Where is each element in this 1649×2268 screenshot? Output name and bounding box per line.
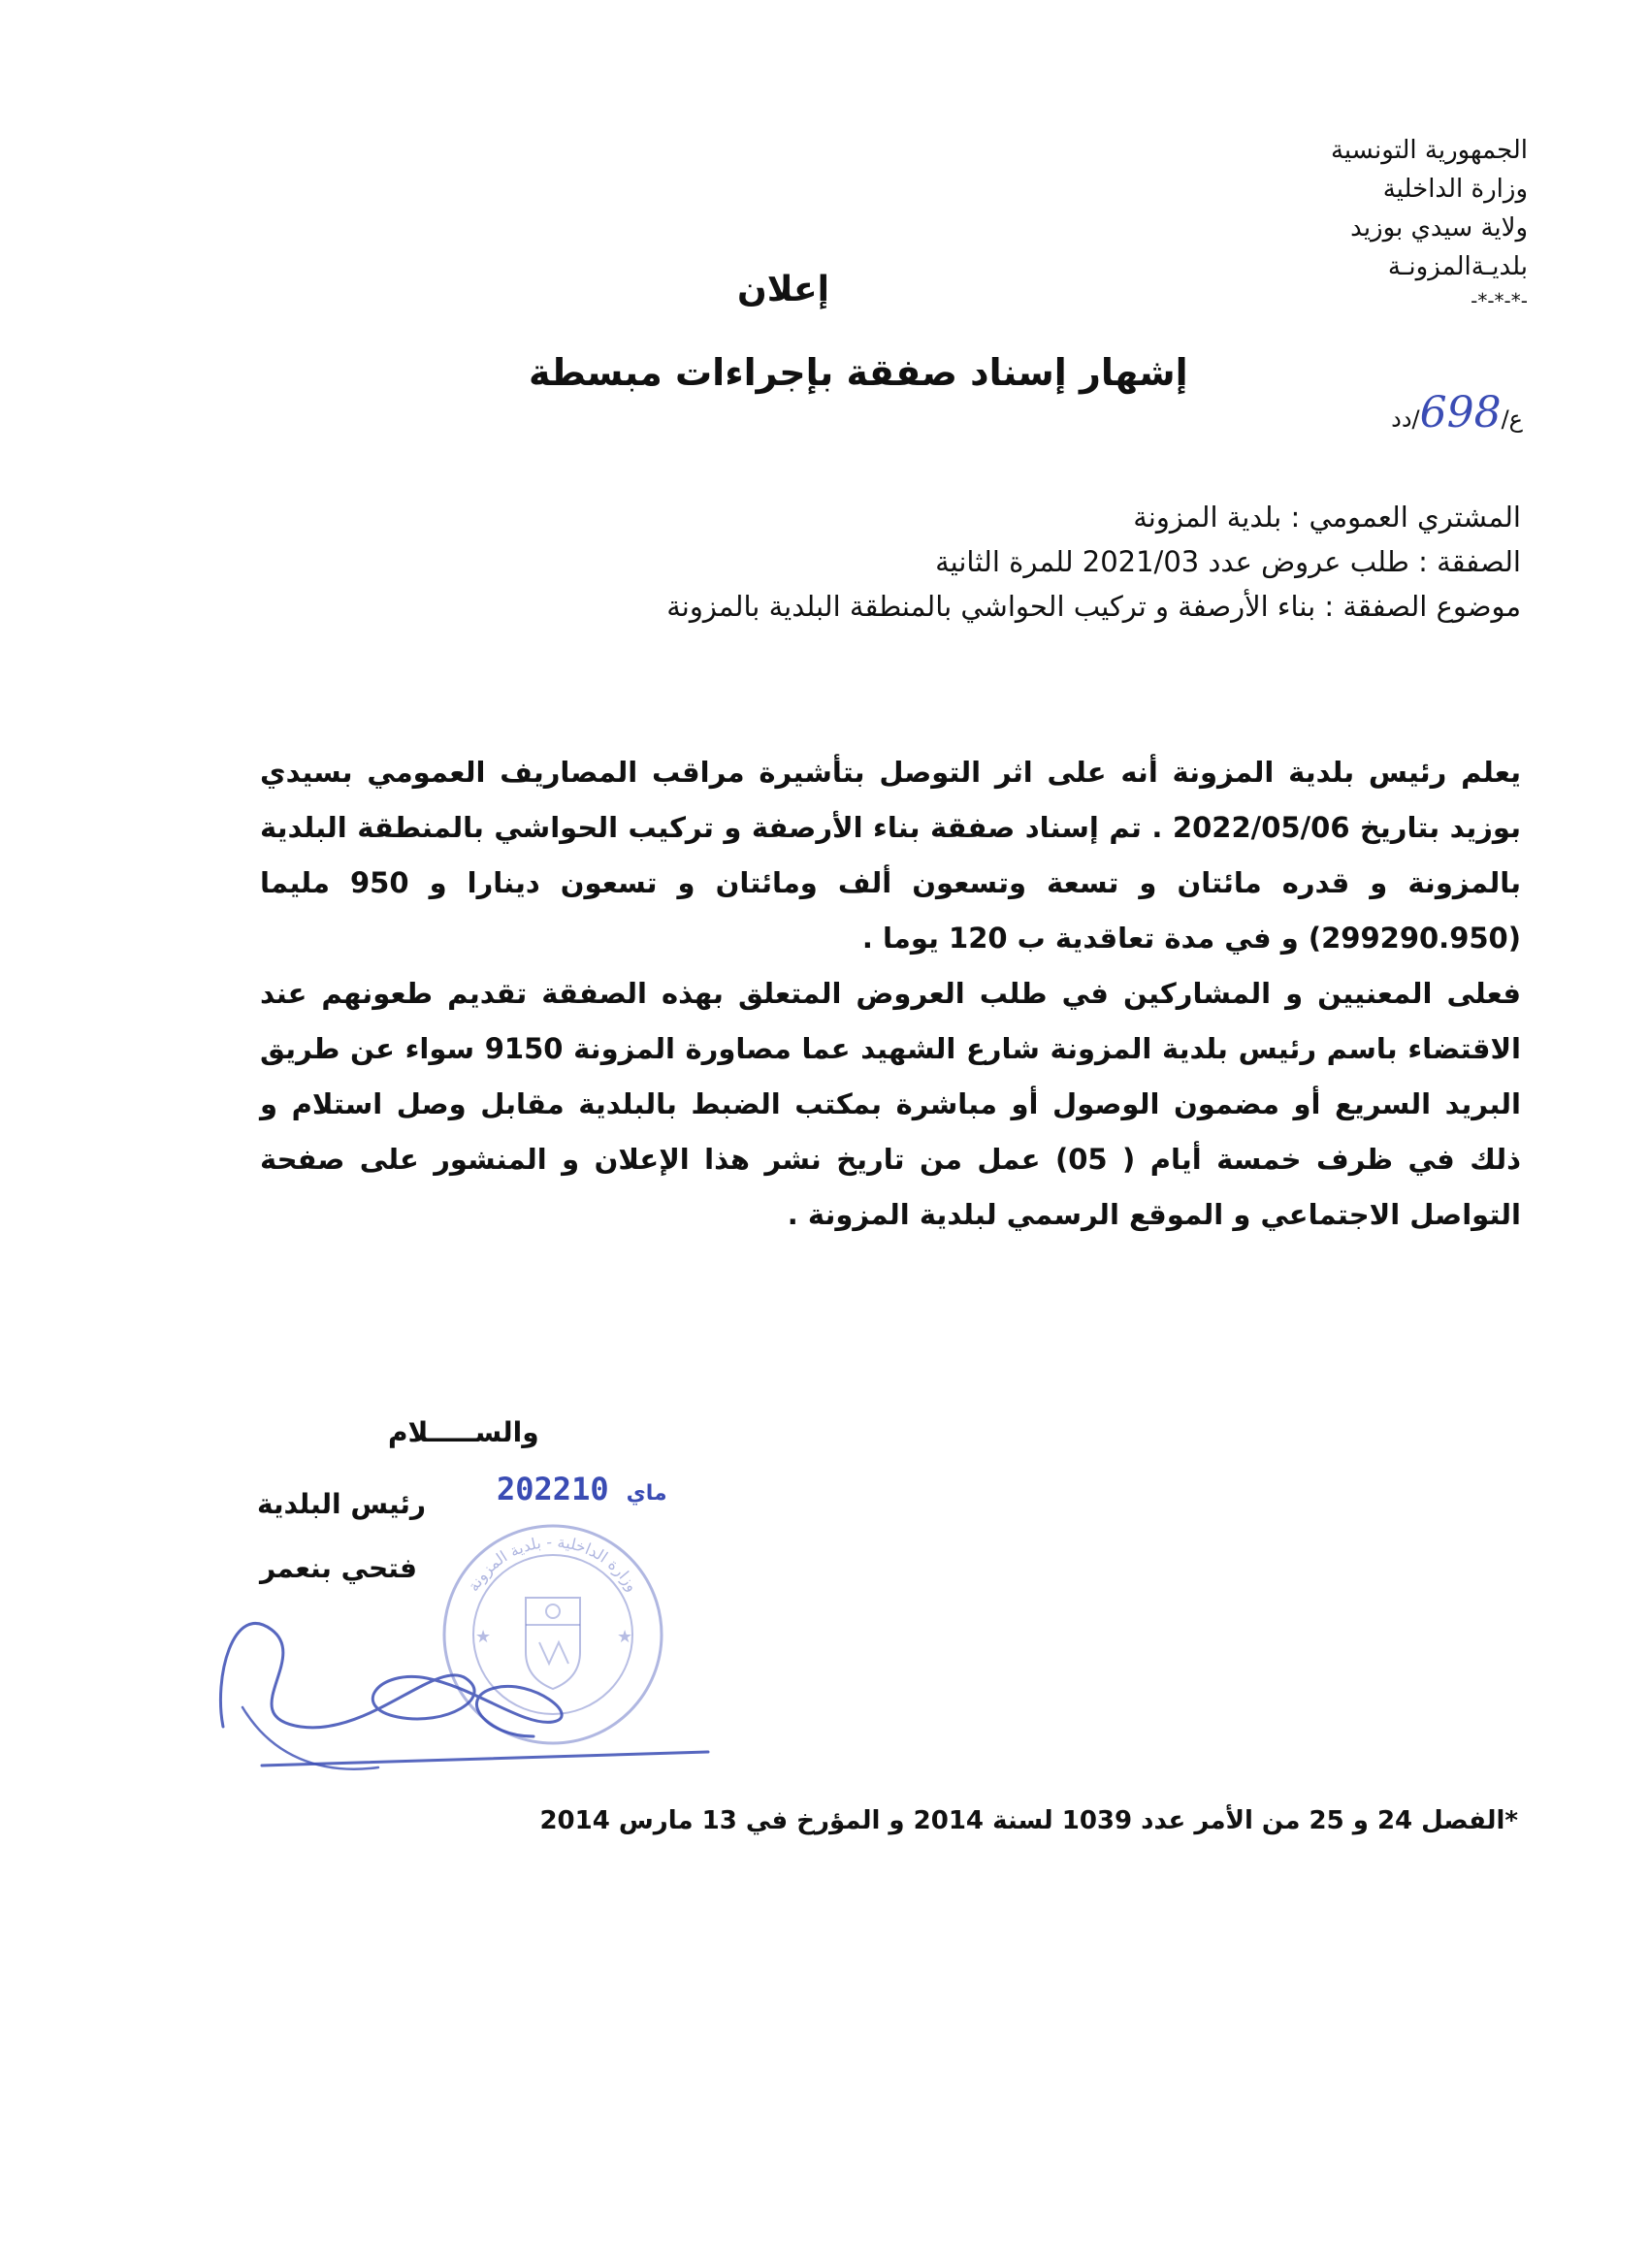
- reference-handwritten-number: 698: [1419, 388, 1502, 437]
- announcement-body: [260, 745, 1521, 1243]
- svg-text:★: ★: [617, 1627, 633, 1647]
- reference-prefix: ع/: [1501, 405, 1523, 433]
- deal-line: الصفقة : طلب عروض عدد 2021/03 للمرة الثانية: [935, 545, 1521, 578]
- legal-footnote: *الفصل 24 و 25 من الأمر عدد 1039 لسنة 2014 و المؤرخ في 13 مارس 2014: [539, 1806, 1518, 1835]
- svg-text:★: ★: [475, 1627, 492, 1647]
- closing-salutation: والســـــلام: [388, 1416, 539, 1448]
- header-republic: الجمهورية التونسية: [1330, 136, 1528, 165]
- buyer-line: المشتري العمومي : بلدية المزونة: [1133, 501, 1521, 534]
- signatory-name: فتحي بنعمر: [260, 1552, 417, 1584]
- header-ministry: وزارة الداخلية: [1382, 175, 1528, 204]
- announcement-subject: إشهار إسناد صفقة بإجراءات مبسطة: [529, 351, 1188, 394]
- subject-line: موضوع الصفقة : بناء الأرصفة و تركيب الحواشي بالمنطقة البلدية بالمزونة: [666, 590, 1521, 623]
- body-paragraph-2: فعلى المعنيين و المشاركين في طلب العروض المتعلق بهذه الصفقة تقديم طعونهم عند الاقتضاء باسم رئيس بلدية المزونة شارع الشهيد عما مصاورة المزونة 9150 سواء عن طريق البريد السريع أو مضمون الوصول أو مباشرة بمكتب الضبط بالبلدية مقابل وصل استلام و ذلك في ظرف خمسة أيام ( 05) عمل من تاريخ نشر هذا الإعلان و المنشور على صفحة التواصل الاجتماعي و الموقع الرسمي لبلدية المزونة .: [260, 977, 1522, 1231]
- handwritten-signature-icon: [204, 1562, 747, 1785]
- announcement-title: إعلان: [737, 270, 829, 309]
- header-stars: -*-*-*-: [1471, 289, 1528, 312]
- seal-text: وزارة الداخلية - بلدية المزونة: [464, 1532, 642, 1595]
- body-paragraph-1: يعلم رئيس بلدية المزونة أنه على اثر التوصل بتأشيرة مراقب المصاريف العمومي بسيدي بوزيد بتاريخ 2022/05/06 . تم إسناد صفقة بناء الأرصفة و تركيب الحواشي بالمنطقة البلدية بالمزونة و قدره مائتان و تسعة وتسعون ألف ومائتان و تسعون دينارا و 950 مليما (299290.950) و في مدة تعاقدية ب 120 يوما .: [260, 756, 1522, 955]
- letterhead: [1120, 131, 1528, 313]
- header-governorate: ولاية سيدي بوزيد: [1350, 213, 1528, 243]
- date-stamp-year: 2022: [497, 1471, 572, 1507]
- reference-suffix: /دد: [1391, 405, 1420, 433]
- date-stamp: [497, 1471, 685, 1507]
- deal-details: [328, 495, 1521, 629]
- reference-number: [1391, 388, 1523, 437]
- date-stamp-day: 10: [571, 1471, 609, 1507]
- header-municipality: بلديـةالمزونـة: [1387, 252, 1528, 281]
- signatory-title: رئيس البلدية: [257, 1488, 427, 1520]
- date-stamp-month: ماي: [626, 1481, 667, 1506]
